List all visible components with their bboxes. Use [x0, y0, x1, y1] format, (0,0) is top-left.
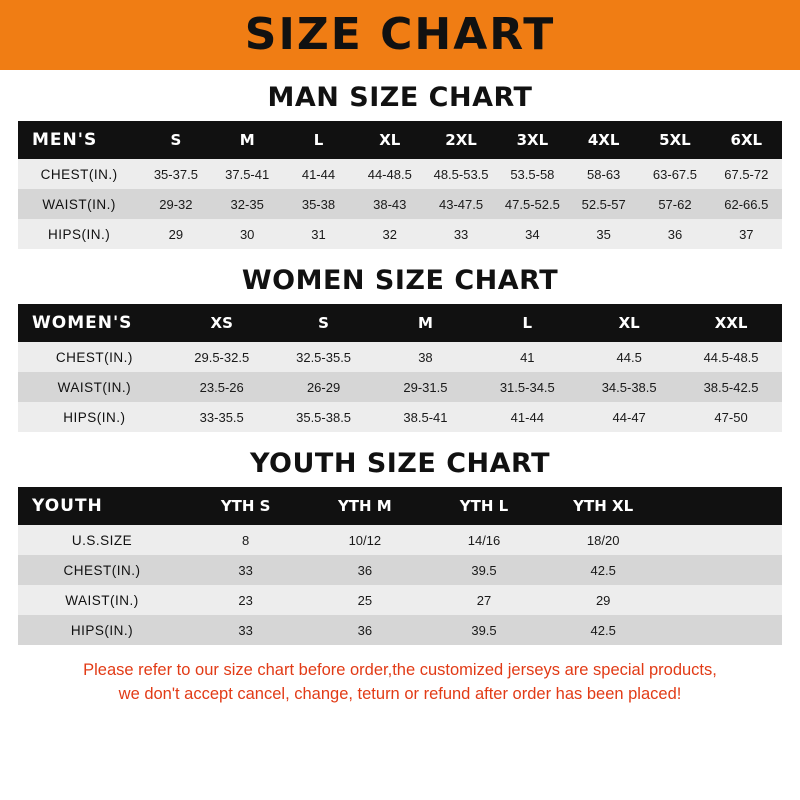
table-cell: 32 — [382, 226, 397, 242]
table-cell: 44.5-48.5 — [703, 349, 759, 365]
table-cell: 53.5-58 — [510, 166, 555, 182]
table-cell: 42.5 — [590, 622, 616, 638]
youth-section-title: YOUTH SIZE CHART — [249, 448, 551, 479]
table-cell: 33 — [238, 562, 253, 578]
table-cell: 25 — [357, 592, 373, 608]
table-cell: 48.5-53.5 — [433, 166, 489, 182]
table-cell: 35.5-38.5 — [296, 409, 352, 425]
column-header: 6XL — [730, 131, 763, 149]
table-header-row — [18, 304, 782, 342]
table-row — [18, 555, 782, 585]
table-cell-empty — [663, 555, 782, 585]
table-cell: 35 — [596, 226, 611, 242]
table-row — [18, 189, 782, 219]
table-row — [18, 219, 782, 249]
table-cell: 38 — [418, 349, 433, 365]
column-header-empty — [663, 487, 782, 525]
column-header: MEN'S — [32, 130, 98, 150]
column-header: YTH XL — [573, 497, 634, 515]
table-row — [18, 342, 782, 372]
content — [0, 70, 800, 707]
column-header: 2XL — [445, 131, 477, 149]
table-cell: 33 — [238, 622, 253, 638]
youth-size-table-wrap — [18, 487, 782, 645]
table-cell: 47.5-52.5 — [504, 196, 560, 212]
column-header: M — [417, 314, 433, 332]
order-notice-line-2: we don't accept cancel, change, teturn or refund after order has been placed! — [118, 684, 682, 703]
table-cell: 44-47 — [612, 409, 646, 425]
table-cell: 38-43 — [373, 196, 407, 212]
table-cell: 41 — [520, 349, 535, 365]
row-label: HIPS(IN.) — [70, 622, 134, 638]
column-header: 4XL — [587, 131, 620, 149]
man-section-title: MAN SIZE CHART — [267, 82, 533, 113]
table-cell-empty — [663, 525, 782, 555]
column-header: S — [170, 131, 182, 149]
table-cell: 23.5-26 — [199, 379, 244, 395]
table-cell: 34 — [525, 226, 540, 242]
women-size-table — [18, 304, 782, 432]
table-cell: 10/12 — [348, 532, 382, 548]
table-cell-empty — [663, 585, 782, 615]
table-cell: 44.5 — [616, 349, 642, 365]
order-notice — [18, 659, 782, 707]
table-row — [18, 615, 782, 645]
column-header: XXL — [714, 314, 748, 332]
table-cell: 57-62 — [658, 196, 692, 212]
row-label: CHEST(IN.) — [40, 166, 118, 182]
row-label: HIPS(IN.) — [63, 409, 126, 425]
table-cell: 30 — [239, 226, 255, 242]
table-cell: 32.5-35.5 — [296, 349, 352, 365]
table-cell: 18/20 — [586, 532, 620, 548]
man-size-table-wrap — [18, 121, 782, 249]
row-label: WAIST(IN.) — [42, 196, 116, 212]
table-cell: 62-66.5 — [724, 196, 769, 212]
table-cell: 29.5-32.5 — [194, 349, 250, 365]
column-header: 3XL — [516, 131, 549, 149]
column-header: YOUTH — [32, 496, 103, 516]
table-cell: 38.5-42.5 — [703, 379, 759, 395]
table-cell: 58-63 — [587, 166, 621, 182]
row-label: CHEST(IN.) — [63, 562, 141, 578]
table-header-row — [18, 121, 782, 159]
table-cell: 37.5-41 — [225, 166, 270, 182]
table-cell: 41-44 — [301, 166, 336, 182]
row-label: CHEST(IN.) — [55, 349, 133, 365]
table-cell: 31 — [311, 226, 326, 242]
women-section-title: WOMEN SIZE CHART — [241, 265, 559, 296]
table-cell: 29 — [595, 592, 611, 608]
banner — [0, 0, 800, 70]
column-header: XS — [210, 314, 233, 332]
row-label: HIPS(IN.) — [47, 226, 111, 242]
table-cell: 39.5 — [471, 562, 497, 578]
table-cell: 44-48.5 — [367, 166, 412, 182]
table-cell: 26-29 — [306, 379, 341, 395]
row-label: WAIST(IN.) — [57, 379, 132, 395]
column-header: XL — [379, 131, 401, 149]
table-cell: 31.5-34.5 — [499, 379, 555, 395]
column-header: M — [239, 131, 255, 149]
column-header: L — [522, 314, 533, 332]
table-cell: 63-67.5 — [652, 166, 697, 182]
table-cell: 39.5 — [471, 622, 497, 638]
table-cell: 36 — [667, 226, 683, 242]
table-cell: 38.5-41 — [403, 409, 448, 425]
table-cell: 43-47.5 — [439, 196, 484, 212]
column-header: 5XL — [659, 131, 691, 149]
row-label: WAIST(IN.) — [65, 592, 139, 608]
table-row — [18, 525, 782, 555]
table-cell: 27 — [476, 592, 492, 608]
table-cell: 36 — [357, 622, 373, 638]
table-cell: 67.5-72 — [724, 166, 769, 182]
column-header: YTH S — [220, 497, 271, 515]
table-cell: 37 — [739, 226, 754, 242]
column-header: XL — [618, 314, 640, 332]
women-size-table-wrap — [18, 304, 782, 432]
row-label: U.S.SIZE — [71, 532, 133, 548]
column-header: WOMEN'S — [32, 313, 133, 333]
order-notice-line-1: Please refer to our size chart before order,the customized jerseys are special products, — [83, 661, 717, 679]
table-cell: 34.5-38.5 — [601, 379, 657, 395]
man-size-table — [18, 121, 782, 249]
table-header-row — [18, 487, 782, 525]
table-cell: 36 — [357, 562, 373, 578]
table-cell: 35-37.5 — [153, 166, 198, 182]
table-cell: 29-32 — [159, 196, 193, 212]
column-header: YTH L — [459, 497, 509, 515]
table-cell: 8 — [242, 532, 250, 548]
table-cell: 41-44 — [510, 409, 544, 425]
table-cell: 42.5 — [590, 562, 616, 578]
table-cell: 52.5-57 — [581, 196, 626, 212]
column-header: YTH M — [337, 497, 392, 515]
table-cell: 47-50 — [714, 409, 748, 425]
table-row — [18, 159, 782, 189]
table-cell: 33 — [453, 226, 469, 242]
table-row — [18, 585, 782, 615]
table-cell: 35-38 — [301, 196, 336, 212]
table-cell: 23 — [238, 592, 253, 608]
table-row — [18, 372, 782, 402]
table-cell: 33-35.5 — [199, 409, 244, 425]
table-cell: 14/16 — [467, 532, 501, 548]
column-header: S — [318, 314, 329, 332]
table-row — [18, 402, 782, 432]
page-title: SIZE CHART — [244, 9, 556, 60]
table-cell-empty — [663, 615, 782, 645]
table-cell: 32-35 — [230, 196, 264, 212]
table-cell: 29-31.5 — [403, 379, 448, 395]
youth-size-table — [18, 487, 782, 645]
table-cell: 29 — [168, 226, 184, 242]
column-header: L — [313, 131, 324, 149]
